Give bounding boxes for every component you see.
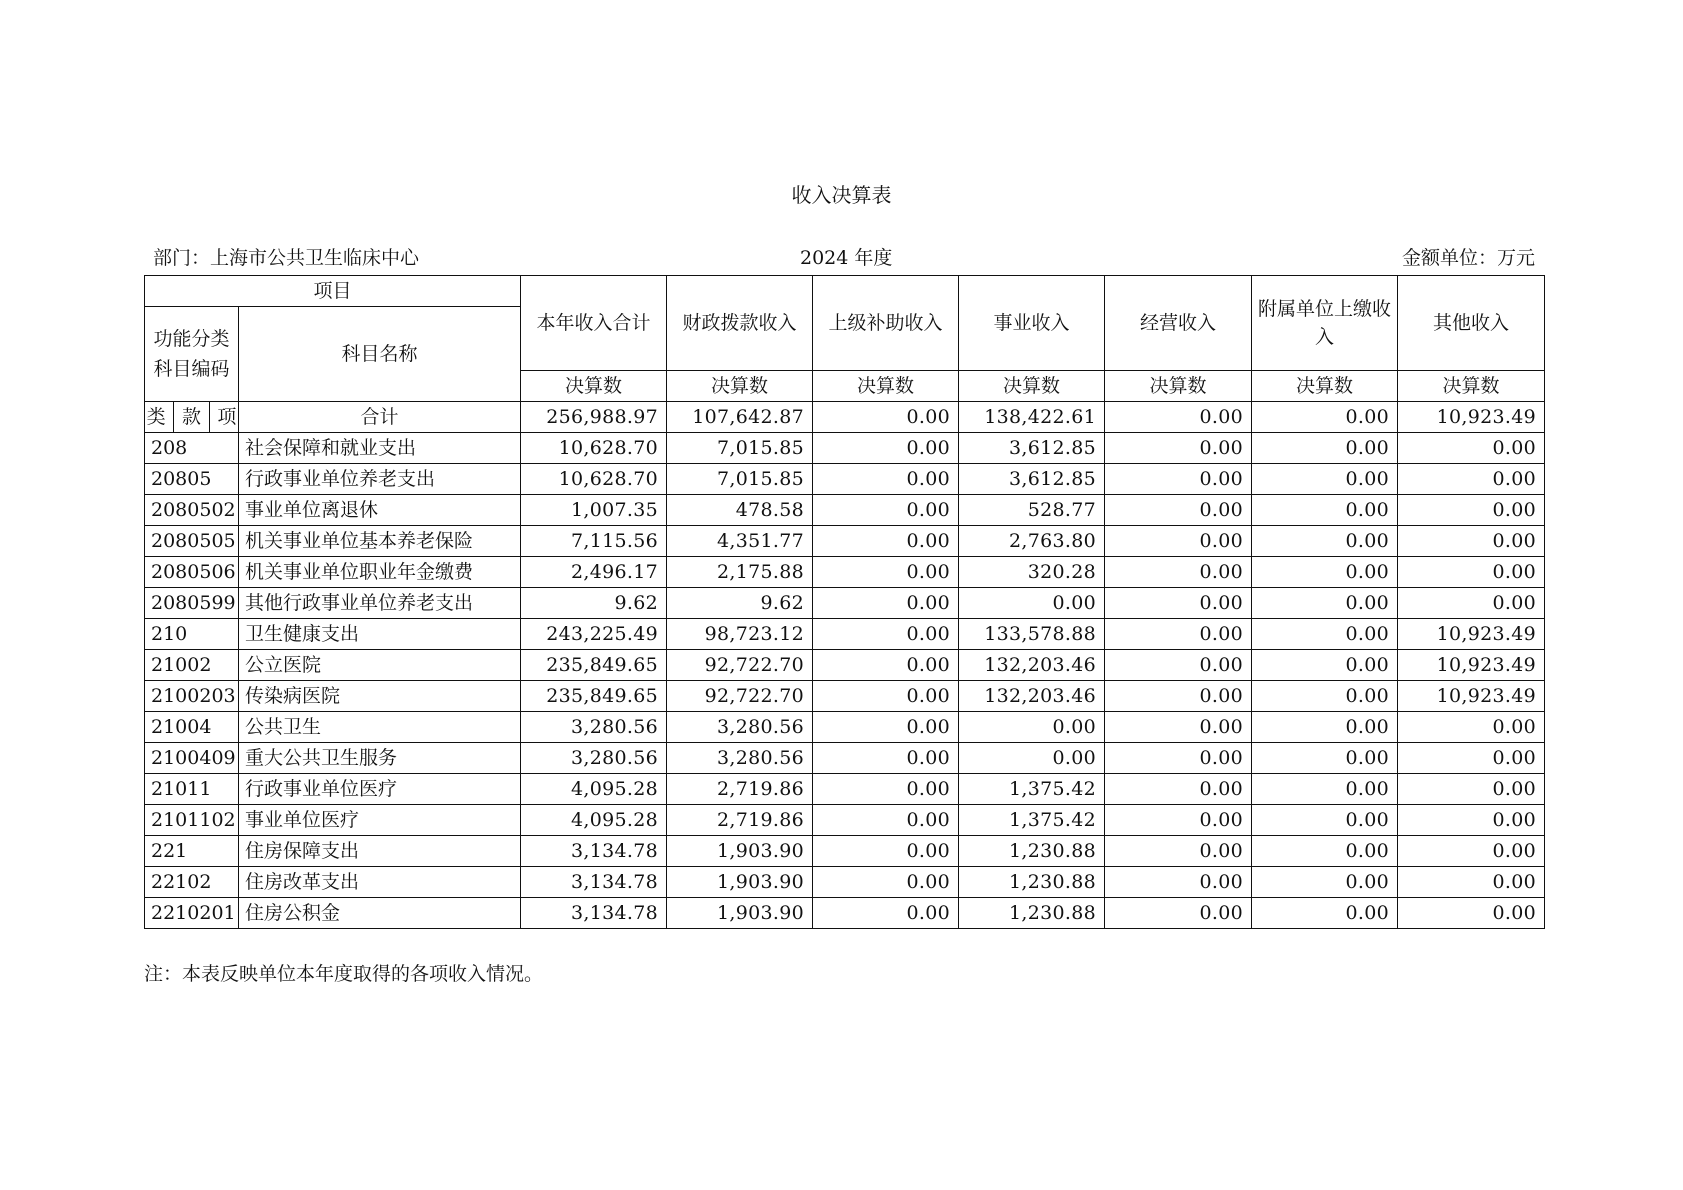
subheader-final-amount: 决算数 [959,371,1105,402]
cell-affiliated-remittance: 0.00 [1252,867,1398,898]
table-row [145,433,1545,464]
cell-other-income: 0.00 [1398,743,1545,774]
cell-fiscal-appropriation: 1,903.90 [667,836,813,867]
fiscal-year: 2024 年度 [800,247,893,269]
cell-business-income: 1,230.88 [959,867,1105,898]
cell-business-income: 0.00 [959,712,1105,743]
income-final-accounts-table [144,275,1545,929]
cell-total-income: 235,849.65 [521,650,667,681]
row-code: 2080599 [145,588,239,619]
cell-total-income: 3,280.56 [521,743,667,774]
cell-superior-subsidy: 0.00 [813,867,959,898]
cell-total-income: 243,225.49 [521,619,667,650]
cell-operating-income: 0.00 [1105,898,1252,929]
cell-operating-income: 0.00 [1105,526,1252,557]
cell-affiliated-remittance: 0.00 [1252,619,1398,650]
row-code: 2080502 [145,495,239,526]
header-superior-subsidy: 上级补助收入 [813,276,959,371]
table-header [145,276,1545,402]
department-label: 部门：上海市公共卫生临床中心 [153,247,420,269]
header-operating-income: 经营收入 [1105,276,1252,371]
row-code: 2080505 [145,526,239,557]
table-row [145,650,1545,681]
cell-affiliated-remittance: 0.00 [1252,650,1398,681]
subheader-final-amount: 决算数 [813,371,959,402]
table-row [145,495,1545,526]
cell-total-income: 256,988.97 [521,402,667,433]
row-code: 21004 [145,712,239,743]
cell-total-income: 3,134.78 [521,836,667,867]
cell-affiliated-remittance: 0.00 [1252,712,1398,743]
cell-total-income: 10,628.70 [521,464,667,495]
cell-total-income: 9.62 [521,588,667,619]
subheader-final-amount: 决算数 [1252,371,1398,402]
code-part-category: 类 [145,402,175,432]
cell-business-income: 132,203.46 [959,681,1105,712]
row-name: 机关事业单位基本养老保险 [239,526,521,557]
cell-business-income: 3,612.85 [959,464,1105,495]
report-title: 收入决算表 [791,183,892,207]
cell-operating-income: 0.00 [1105,836,1252,867]
cell-operating-income: 0.00 [1105,619,1252,650]
cell-operating-income: 0.00 [1105,867,1252,898]
cell-fiscal-appropriation: 92,722.70 [667,681,813,712]
cell-affiliated-remittance: 0.00 [1252,495,1398,526]
cell-total-income: 4,095.28 [521,774,667,805]
cell-fiscal-appropriation: 1,903.90 [667,867,813,898]
row-code: 2101102 [145,805,239,836]
cell-fiscal-appropriation: 2,719.86 [667,774,813,805]
table-row [145,526,1545,557]
cell-superior-subsidy: 0.00 [813,650,959,681]
cell-operating-income: 0.00 [1105,774,1252,805]
code-part-section: 款 [174,402,209,432]
header-other-income: 其他收入 [1398,276,1545,371]
cell-total-income: 3,134.78 [521,898,667,929]
header-total-income: 本年收入合计 [521,276,667,371]
cell-operating-income: 0.00 [1105,743,1252,774]
amount-unit: 金额单位：万元 [1401,247,1535,269]
cell-business-income: 1,375.42 [959,774,1105,805]
cell-total-income: 1,007.35 [521,495,667,526]
header-subject-name: 科目名称 [239,307,521,402]
table-row [145,743,1545,774]
cell-other-income: 0.00 [1398,464,1545,495]
row-code: 21002 [145,650,239,681]
table-row [145,681,1545,712]
cell-fiscal-appropriation: 7,015.85 [667,464,813,495]
cell-total-income: 10,628.70 [521,433,667,464]
cell-superior-subsidy: 0.00 [813,557,959,588]
cell-business-income: 528.77 [959,495,1105,526]
cell-operating-income: 0.00 [1105,588,1252,619]
table-body [145,402,1545,929]
cell-business-income: 1,230.88 [959,898,1105,929]
cell-other-income: 0.00 [1398,712,1545,743]
subheader-final-amount: 决算数 [667,371,813,402]
cell-other-income: 0.00 [1398,557,1545,588]
subheader-final-amount: 决算数 [1105,371,1252,402]
cell-business-income: 3,612.85 [959,433,1105,464]
cell-total-income: 235,849.65 [521,681,667,712]
cell-affiliated-remittance: 0.00 [1252,464,1398,495]
table-row [145,557,1545,588]
row-code: 20805 [145,464,239,495]
cell-affiliated-remittance: 0.00 [1252,805,1398,836]
cell-affiliated-remittance: 0.00 [1252,526,1398,557]
cell-affiliated-remittance: 0.00 [1252,681,1398,712]
cell-other-income: 0.00 [1398,898,1545,929]
cell-operating-income: 0.00 [1105,433,1252,464]
row-code: 208 [145,433,239,464]
cell-superior-subsidy: 0.00 [813,619,959,650]
cell-superior-subsidy: 0.00 [813,681,959,712]
table-row [145,464,1545,495]
row-name: 住房保障支出 [239,836,521,867]
cell-fiscal-appropriation: 1,903.90 [667,898,813,929]
cell-operating-income: 0.00 [1105,402,1252,433]
cell-business-income: 1,375.42 [959,805,1105,836]
cell-operating-income: 0.00 [1105,712,1252,743]
cell-business-income: 1,230.88 [959,836,1105,867]
header-affiliated-remittance: 附属单位上缴收入 [1252,276,1398,371]
row-name: 公立医院 [239,650,521,681]
code-parts-cell [145,402,239,433]
cell-other-income: 0.00 [1398,805,1545,836]
row-name: 公共卫生 [239,712,521,743]
row-name: 住房改革支出 [239,867,521,898]
cell-other-income: 0.00 [1398,867,1545,898]
cell-superior-subsidy: 0.00 [813,836,959,867]
table-row [145,898,1545,929]
cell-business-income: 0.00 [959,588,1105,619]
cell-total-income: 4,095.28 [521,805,667,836]
code-parts [145,402,239,432]
row-name: 其他行政事业单位养老支出 [239,588,521,619]
cell-affiliated-remittance: 0.00 [1252,402,1398,433]
cell-operating-income: 0.00 [1105,681,1252,712]
cell-business-income: 138,422.61 [959,402,1105,433]
cell-other-income: 10,923.49 [1398,619,1545,650]
cell-operating-income: 0.00 [1105,557,1252,588]
table-footnote: 注：本表反映单位本年度取得的各项收入情况。 [144,963,544,985]
table-row [145,712,1545,743]
cell-superior-subsidy: 0.00 [813,433,959,464]
cell-superior-subsidy: 0.00 [813,495,959,526]
cell-other-income: 0.00 [1398,836,1545,867]
row-code: 2080506 [145,557,239,588]
subheader-final-amount: 决算数 [521,371,667,402]
table-row-total [145,402,1545,433]
cell-fiscal-appropriation: 92,722.70 [667,650,813,681]
row-code: 2210201 [145,898,239,929]
table-row [145,774,1545,805]
cell-fiscal-appropriation: 7,015.85 [667,433,813,464]
cell-other-income: 0.00 [1398,495,1545,526]
row-code: 221 [145,836,239,867]
cell-other-income: 10,923.49 [1398,681,1545,712]
subheader-final-amount: 决算数 [1398,371,1545,402]
row-name: 行政事业单位医疗 [239,774,521,805]
row-code: 2100203 [145,681,239,712]
cell-affiliated-remittance: 0.00 [1252,433,1398,464]
cell-fiscal-appropriation: 107,642.87 [667,402,813,433]
cell-other-income: 0.00 [1398,433,1545,464]
cell-business-income: 132,203.46 [959,650,1105,681]
row-name: 合计 [239,402,521,433]
cell-other-income: 0.00 [1398,526,1545,557]
cell-other-income: 10,923.49 [1398,402,1545,433]
row-name: 传染病医院 [239,681,521,712]
row-name: 事业单位医疗 [239,805,521,836]
cell-fiscal-appropriation: 2,175.88 [667,557,813,588]
cell-superior-subsidy: 0.00 [813,743,959,774]
cell-affiliated-remittance: 0.00 [1252,898,1398,929]
cell-operating-income: 0.00 [1105,805,1252,836]
cell-affiliated-remittance: 0.00 [1252,774,1398,805]
row-name: 重大公共卫生服务 [239,743,521,774]
table-row [145,619,1545,650]
cell-business-income: 0.00 [959,743,1105,774]
cell-total-income: 3,134.78 [521,867,667,898]
cell-fiscal-appropriation: 3,280.56 [667,712,813,743]
cell-total-income: 3,280.56 [521,712,667,743]
cell-superior-subsidy: 0.00 [813,805,959,836]
row-code: 210 [145,619,239,650]
cell-fiscal-appropriation: 3,280.56 [667,743,813,774]
cell-operating-income: 0.00 [1105,464,1252,495]
table-row [145,867,1545,898]
cell-other-income: 0.00 [1398,774,1545,805]
cell-other-income: 0.00 [1398,588,1545,619]
cell-superior-subsidy: 0.00 [813,898,959,929]
row-name: 住房公积金 [239,898,521,929]
cell-affiliated-remittance: 0.00 [1252,836,1398,867]
table-row [145,836,1545,867]
row-name: 行政事业单位养老支出 [239,464,521,495]
cell-business-income: 133,578.88 [959,619,1105,650]
cell-superior-subsidy: 0.00 [813,588,959,619]
cell-operating-income: 0.00 [1105,495,1252,526]
cell-superior-subsidy: 0.00 [813,774,959,805]
cell-fiscal-appropriation: 4,351.77 [667,526,813,557]
cell-affiliated-remittance: 0.00 [1252,743,1398,774]
cell-business-income: 320.28 [959,557,1105,588]
cell-operating-income: 0.00 [1105,650,1252,681]
cell-fiscal-appropriation: 2,719.86 [667,805,813,836]
header-business-income: 事业收入 [959,276,1105,371]
cell-superior-subsidy: 0.00 [813,402,959,433]
cell-superior-subsidy: 0.00 [813,464,959,495]
row-name: 卫生健康支出 [239,619,521,650]
cell-fiscal-appropriation: 478.58 [667,495,813,526]
row-name: 机关事业单位职业年金缴费 [239,557,521,588]
cell-affiliated-remittance: 0.00 [1252,557,1398,588]
table-row [145,588,1545,619]
row-code: 21011 [145,774,239,805]
row-name: 社会保障和就业支出 [239,433,521,464]
cell-total-income: 2,496.17 [521,557,667,588]
code-part-item: 项 [217,406,237,428]
header-project: 项目 [145,276,521,307]
cell-fiscal-appropriation: 9.62 [667,588,813,619]
row-code: 2100409 [145,743,239,774]
row-name: 事业单位离退休 [239,495,521,526]
cell-total-income: 7,115.56 [521,526,667,557]
cell-superior-subsidy: 0.00 [813,526,959,557]
cell-superior-subsidy: 0.00 [813,712,959,743]
cell-other-income: 10,923.49 [1398,650,1545,681]
header-function-code: 功能分类科目编码 [145,307,239,402]
row-code: 22102 [145,867,239,898]
cell-fiscal-appropriation: 98,723.12 [667,619,813,650]
cell-affiliated-remittance: 0.00 [1252,588,1398,619]
header-fiscal-appropriation: 财政拨款收入 [667,276,813,371]
table-row [145,805,1545,836]
cell-business-income: 2,763.80 [959,526,1105,557]
